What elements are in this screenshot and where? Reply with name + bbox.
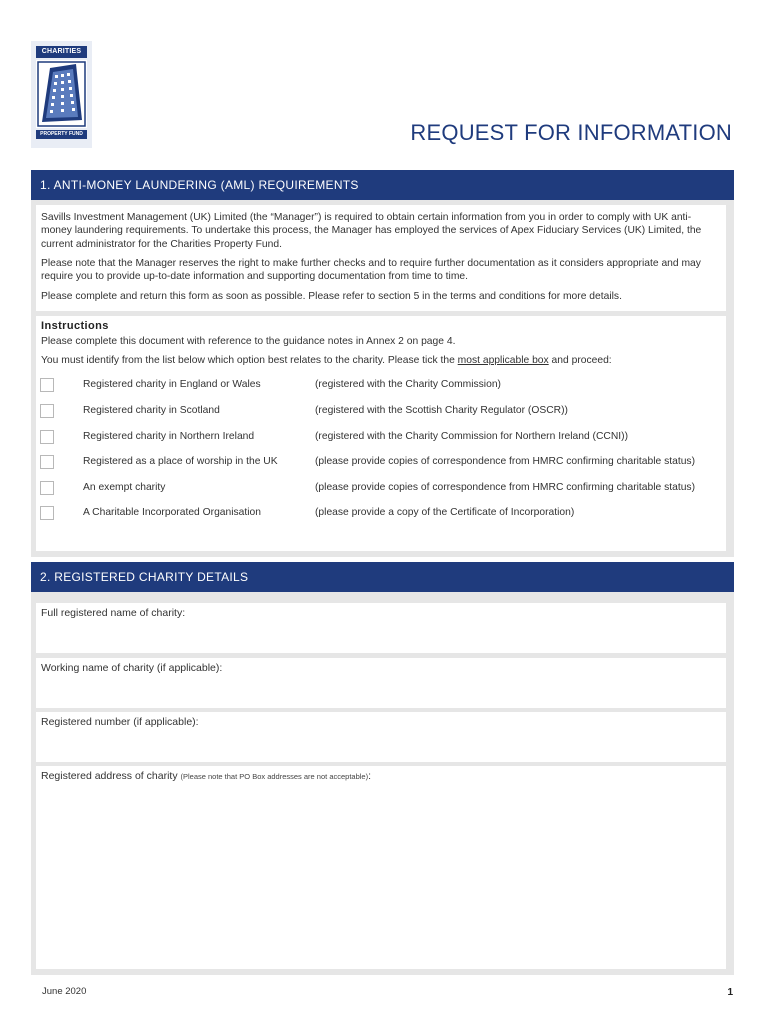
option-row-scotland xyxy=(40,404,730,420)
page-title: REQUEST FOR INFORMATION xyxy=(410,120,732,145)
instructions-line-2 xyxy=(41,355,612,366)
option-label: Registered charity in Scotland xyxy=(83,405,220,416)
option-label: An exempt charity xyxy=(83,482,166,493)
instructions-heading: Instructions xyxy=(41,320,109,332)
option-row-northern-ireland xyxy=(40,430,730,446)
section-2-heading: 2. REGISTERED CHARITY DETAILS xyxy=(31,562,734,592)
full-name-field[interactable] xyxy=(36,603,726,653)
option-row-england-wales xyxy=(40,378,730,394)
working-name-field[interactable] xyxy=(36,658,726,708)
checkbox-england-wales[interactable] xyxy=(40,378,54,392)
charities-property-fund-logo xyxy=(31,41,92,148)
option-row-cio xyxy=(40,506,730,522)
intro-paragraph-1: Savills Investment Management (UK) Limited (the “Manager”) is required to obtain certain information from you in order to comply with UK anti-money laundering requirements. To undertake this process, the Manager has employed the services of Apex Fiduciary Services (UK) Limited, the current administrator for the Charities Property Fund. xyxy=(41,212,702,250)
option-row-place-of-worship xyxy=(40,455,730,471)
checkbox-place-of-worship[interactable] xyxy=(40,455,54,469)
checkbox-exempt-charity[interactable] xyxy=(40,481,54,495)
checkbox-northern-ireland[interactable] xyxy=(40,430,54,444)
header-background xyxy=(60,41,734,119)
registered-number-field[interactable] xyxy=(36,712,726,762)
working-name-label: Working name of charity (if applicable): xyxy=(41,662,223,674)
po-box-note: (Please note that PO Box addresses are not acceptable) xyxy=(180,772,369,781)
page-number: 1 xyxy=(727,987,733,998)
instructions-line-2-end: and proceed: xyxy=(548,355,612,366)
footer-date: June 2020 xyxy=(42,986,87,997)
option-row-exempt-charity xyxy=(40,481,730,497)
checkbox-scotland[interactable] xyxy=(40,404,54,418)
instructions-line-1: Please complete this document with reference to the guidance notes in Annex 2 on page 4. xyxy=(41,336,456,347)
checkbox-cio[interactable] xyxy=(40,506,54,520)
instructions-line-2-start: You must identify from the list below which option best relates to the charity. Please tick the xyxy=(41,355,458,366)
registered-address-field[interactable] xyxy=(36,766,726,969)
intro-paragraph-2: Please note that the Manager reserves the right to make further checks and to require further documentation as it considers appropriate and may require you to provide up-to-date information and supporting documentation from time to time. xyxy=(41,258,701,283)
option-note: (please provide a copy of the Certificate of Incorporation) xyxy=(315,507,575,518)
logo-bottom-text: PROPERTY FUND xyxy=(36,130,87,139)
option-label: Registered charity in England or Wales xyxy=(83,379,261,390)
logo-top-text: CHARITIES xyxy=(36,46,87,58)
option-label: Registered as a place of worship in the UK xyxy=(83,456,278,467)
option-note: (registered with the Scottish Charity Regulator (OSCR)) xyxy=(315,405,568,416)
address-label-suffix: : xyxy=(368,770,372,782)
option-label: Registered charity in Northern Ireland xyxy=(83,431,255,442)
option-note: (please provide copies of correspondence from HMRC confirming charitable status) xyxy=(315,456,696,467)
option-note: (please provide copies of correspondence from HMRC confirming charitable status) xyxy=(315,482,696,493)
option-note: (registered with the Charity Commission for Northern Ireland (CCNI)) xyxy=(315,431,629,442)
section-1-heading: 1. ANTI-MONEY LAUNDERING (AML) REQUIREMENTS xyxy=(31,170,734,200)
intro-paragraph-3: Please complete and return this form as soon as possible. Please refer to section 5 in the terms and conditions for more details. xyxy=(41,291,622,302)
option-note: (registered with the Charity Commission) xyxy=(315,379,501,390)
registered-address-label xyxy=(41,770,371,782)
building-logo-icon xyxy=(36,60,87,128)
option-label: A Charitable Incorporated Organisation xyxy=(83,507,262,518)
address-label-text: Registered address of charity xyxy=(41,770,181,782)
registered-number-label: Registered number (if applicable): xyxy=(41,716,199,728)
full-name-label: Full registered name of charity: xyxy=(41,607,186,619)
most-applicable-box-emphasis: most applicable box xyxy=(457,355,549,366)
